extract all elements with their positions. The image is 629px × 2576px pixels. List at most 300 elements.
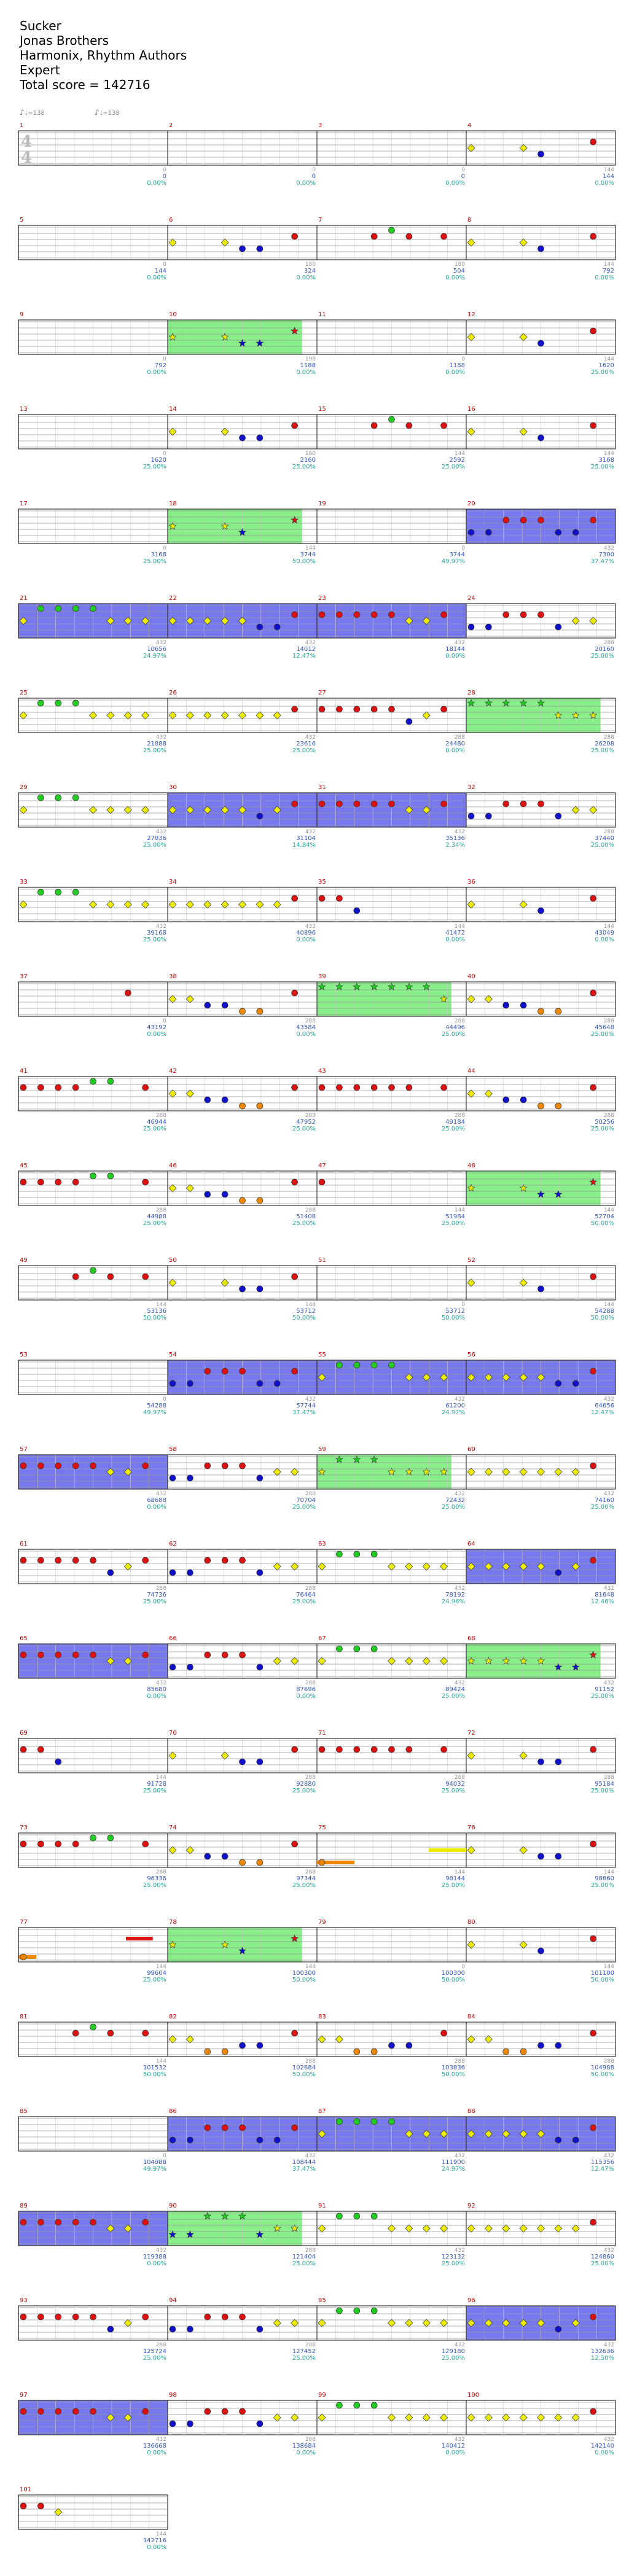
cymbal-note [467, 428, 475, 435]
measure-number: 47 [318, 1162, 326, 1169]
note-gem [336, 612, 342, 618]
measure [466, 2392, 615, 2456]
overdrive-percent: 25.00% [292, 1504, 316, 1511]
measure [466, 784, 615, 849]
cymbal-note [169, 428, 176, 435]
note-gem [292, 1274, 298, 1280]
overdrive-percent: 25.00% [292, 1220, 316, 1227]
measure-number: 84 [467, 2014, 475, 2020]
note-gem [205, 1002, 211, 1008]
measure [317, 122, 466, 187]
note-gem [590, 2125, 596, 2131]
note-gem [354, 2119, 360, 2125]
cumulative-score: 125724 [143, 2348, 166, 2355]
note-gem [170, 2326, 176, 2332]
measure-number: 98 [169, 2392, 177, 2399]
cumulative-score: 64656 [595, 1403, 614, 1409]
measure-points: 432 [603, 1586, 614, 1592]
measure-number: 7 [318, 217, 322, 224]
note-gem [555, 2137, 561, 2143]
note-gem [520, 612, 526, 618]
staff-row [18, 1919, 615, 1983]
note-gem [389, 1746, 395, 1753]
cymbal-note [90, 712, 97, 719]
measure [18, 1824, 168, 1889]
measure [18, 2203, 168, 2267]
staff-row [18, 1446, 615, 1511]
measure-number: 42 [169, 1068, 177, 1075]
overdrive-percent: 49.97% [441, 558, 465, 565]
cumulative-score: 76464 [296, 1592, 316, 1598]
staff-row [18, 973, 615, 1038]
note-gem [257, 1475, 263, 1481]
note-gem [538, 1103, 544, 1109]
measure-points: 432 [155, 924, 166, 930]
measure-points: 144 [603, 262, 614, 268]
overdrive-percent: 25.00% [590, 1126, 614, 1132]
note-gem [371, 2119, 377, 2125]
cymbal-note [405, 2225, 413, 2232]
cumulative-score: 53712 [296, 1308, 316, 1315]
measure [317, 784, 466, 849]
note-gem [257, 1664, 263, 1670]
overdrive-percent: 25.00% [590, 1882, 614, 1889]
cymbal-note [388, 2414, 396, 2421]
note-gem [20, 1954, 26, 1960]
note-gem [354, 801, 360, 807]
cymbal-note [467, 2414, 475, 2421]
note-gem [371, 706, 377, 712]
measure-points: 432 [155, 829, 166, 835]
cymbal-note [186, 2036, 193, 2043]
note-gem [520, 801, 526, 807]
note-gem [441, 801, 447, 807]
note-gem [319, 895, 325, 901]
overdrive-percent: 25.00% [143, 2355, 166, 2362]
note-gem [354, 1551, 360, 1557]
note-gem [55, 1557, 61, 1563]
cumulative-score: 44496 [445, 1024, 465, 1031]
note-gem [336, 2308, 342, 2314]
note-gem [55, 889, 61, 895]
cymbal-note [485, 2036, 492, 2043]
cymbal-note [221, 1279, 229, 1286]
cymbal-note [90, 901, 97, 908]
song-title: Sucker [20, 18, 61, 33]
cumulative-score: 39168 [147, 930, 166, 936]
star-power-section [168, 1928, 302, 1962]
measure [466, 2203, 615, 2267]
note-gem [107, 2326, 114, 2332]
overdrive-percent: 0.00% [296, 180, 316, 187]
cumulative-score: 78192 [445, 1592, 465, 1598]
measure [317, 406, 466, 470]
measure-number: 2 [169, 122, 173, 129]
note-gem [222, 1002, 228, 1008]
measure-points: 144 [603, 1207, 614, 1213]
cymbal-note [291, 2414, 299, 2421]
measure-number: 76 [467, 1824, 475, 1831]
note-gem [538, 2042, 544, 2049]
measure-points: 432 [454, 2437, 465, 2443]
measure-points: 144 [454, 1869, 465, 1875]
measure-points: 432 [454, 2153, 465, 2159]
note-gem [555, 1008, 561, 1014]
measure-number: 22 [169, 595, 177, 602]
measure-points: 198 [305, 356, 316, 362]
measure-number: 5 [20, 217, 24, 224]
note-gem [240, 2042, 246, 2049]
note-gem [354, 1646, 360, 1652]
measure-number: 74 [169, 1824, 177, 1831]
note-gem [485, 624, 491, 630]
overdrive-percent: 25.00% [441, 1126, 465, 1132]
note-gem [371, 1362, 377, 1368]
note-gem [205, 2049, 211, 2055]
note-gem [538, 1008, 544, 1014]
note-gem [503, 517, 509, 523]
note-gem [240, 2408, 246, 2415]
note-gem [37, 1557, 44, 1563]
note-gem [292, 1084, 298, 1091]
cumulative-score: 98144 [445, 1875, 465, 1882]
cymbal-note [405, 1563, 413, 1570]
staff-row [18, 1162, 615, 1227]
note-gem [107, 1274, 114, 1280]
measure-points: 432 [603, 2342, 614, 2348]
note-gem [485, 529, 491, 535]
staff-row [18, 311, 615, 376]
measure-points: 0 [163, 262, 166, 268]
measure [18, 2297, 168, 2362]
cymbal-note [318, 2319, 326, 2327]
measure [168, 595, 317, 660]
measure [466, 879, 615, 943]
cumulative-score: 27936 [147, 835, 166, 842]
note-gem [590, 1936, 596, 1942]
note-gem [354, 2308, 360, 2314]
note-gem [55, 605, 61, 612]
note-gem [55, 1759, 61, 1765]
note-gem [292, 706, 298, 712]
cymbal-note [467, 2225, 475, 2232]
measure [168, 1541, 317, 1605]
note-gem [72, 2219, 79, 2225]
measure-points: 0 [461, 356, 465, 362]
cumulative-score: 129180 [441, 2348, 465, 2355]
star-power-section [168, 320, 302, 354]
cymbal-note [467, 239, 475, 246]
cymbal-note [520, 144, 527, 152]
note-gem [240, 2314, 246, 2320]
measure [466, 2297, 615, 2362]
time-signature-top: 4 [21, 133, 33, 151]
note-gem [406, 233, 412, 239]
measure [466, 690, 615, 754]
measure [168, 311, 317, 376]
measure-number: 49 [20, 1257, 28, 1264]
measure-number: 62 [169, 1541, 177, 1547]
overdrive-percent: 37.47% [292, 2166, 316, 2173]
note-gem [590, 1084, 596, 1091]
note-gem [292, 233, 298, 239]
measure-number: 55 [318, 1352, 326, 1358]
overdrive-percent: 0.00% [445, 653, 465, 660]
staff-row [18, 406, 615, 470]
tempo-marker: ♪♩=138 [20, 108, 45, 117]
cumulative-score: 97344 [296, 1875, 316, 1882]
note-gem [274, 1380, 280, 1387]
measure [18, 2392, 168, 2456]
cymbal-note [318, 1657, 326, 1665]
cymbal-note [388, 1563, 396, 1570]
cumulative-score: 24480 [445, 741, 465, 747]
measure [317, 1541, 466, 1605]
note-gem [37, 2408, 44, 2415]
note-gem [72, 700, 79, 706]
note-gem [55, 1841, 61, 1847]
note-gem [257, 1197, 263, 1204]
cymbal-note [405, 2414, 413, 2421]
cymbal-note [485, 2225, 492, 2232]
note-gem [257, 246, 263, 252]
time-signature-bottom: 4 [21, 149, 33, 167]
note-gem [143, 1179, 149, 1185]
measure-points: 288 [305, 1869, 316, 1875]
measure-points: 288 [305, 2247, 316, 2254]
staff-row [18, 595, 615, 660]
note-gem [257, 813, 263, 819]
cumulative-score: 26208 [595, 741, 614, 747]
cumulative-score: 49184 [445, 1119, 465, 1126]
measure [168, 879, 317, 943]
measure [317, 2392, 466, 2456]
cymbal-note [520, 1941, 527, 1948]
cumulative-score: 7300 [598, 551, 614, 558]
note-gem [468, 813, 474, 819]
measure [18, 784, 168, 849]
note-gem [441, 612, 447, 618]
measure-points: 144 [454, 451, 465, 457]
measure [18, 2014, 168, 2078]
note-gem [90, 1463, 96, 1469]
overdrive-percent: 25.00% [143, 1220, 166, 1227]
note-gem [20, 1557, 26, 1563]
cumulative-score: 2160 [300, 457, 316, 464]
note-gem [257, 1859, 263, 1866]
note-gem [389, 227, 395, 233]
cymbal-note [520, 1468, 527, 1476]
overdrive-percent: 25.00% [292, 2355, 316, 2362]
measure-points: 288 [603, 640, 614, 646]
cymbal-note [186, 1090, 193, 1097]
cumulative-score: 92880 [296, 1781, 316, 1788]
tempo-marker: ♪♩=138 [95, 108, 120, 117]
measure-number: 73 [20, 1824, 28, 1831]
overdrive-percent: 0.00% [147, 1031, 166, 1038]
cymbal-note [590, 617, 597, 625]
measure [18, 879, 168, 943]
note-gem [240, 246, 246, 252]
cymbal-note [388, 2225, 396, 2232]
note-gem [336, 1646, 342, 1652]
measure-number: 50 [169, 1257, 177, 1264]
cumulative-score: 57744 [296, 1403, 316, 1409]
cumulative-score: 792 [154, 362, 166, 369]
note-gem [240, 1759, 246, 1765]
measure-points: 0 [163, 2153, 166, 2159]
measure-points: 288 [603, 2058, 614, 2064]
note-gem [590, 233, 596, 239]
sustain-bar [126, 1937, 153, 1940]
cumulative-score: 18144 [445, 646, 465, 653]
cymbal-note [186, 1846, 193, 1854]
cymbal-note [440, 2225, 448, 2232]
cumulative-score: 127452 [292, 2348, 316, 2355]
measure-points: 288 [454, 1775, 465, 1781]
measure-points: 144 [603, 356, 614, 362]
measure-points: 288 [454, 1018, 465, 1024]
measure [466, 2014, 615, 2078]
overdrive-percent: 25.00% [292, 2260, 316, 2267]
measure-points: 0 [461, 167, 465, 173]
cymbal-note [291, 1468, 299, 1476]
measure-points: 288 [305, 2342, 316, 2348]
cymbal-note [186, 1185, 193, 1192]
cymbal-note [142, 806, 149, 814]
note-gem [187, 2326, 193, 2332]
note-gem [292, 2125, 298, 2131]
cumulative-score: 3168 [150, 551, 166, 558]
note-gem [572, 2137, 579, 2143]
overdrive-percent: 0.00% [296, 1693, 316, 1700]
note-gem [590, 1746, 596, 1753]
cumulative-score: 70704 [296, 1497, 316, 1504]
measure-number: 71 [318, 1730, 326, 1737]
measure [317, 2108, 466, 2173]
cumulative-score: 91152 [595, 1686, 614, 1693]
note-gem [503, 1097, 509, 1103]
measure [18, 1919, 168, 1983]
staff-row [18, 1257, 615, 1321]
measure-number: 80 [467, 1919, 475, 1926]
cymbal-note [142, 712, 149, 719]
cymbal-note [405, 2319, 413, 2327]
staff-row [18, 2486, 168, 2551]
overdrive-percent: 50.00% [441, 1315, 465, 1321]
measure-points: 144 [454, 924, 465, 930]
measure-number: 72 [467, 1730, 475, 1737]
note-gem [72, 605, 79, 612]
note-gem [406, 2042, 412, 2049]
cymbal-note [520, 1279, 527, 1286]
staff-row [18, 2014, 615, 2078]
cumulative-score: 102684 [292, 2064, 316, 2071]
note-gem [20, 1084, 26, 1091]
cymbal-note [467, 1752, 475, 1759]
note-gem [170, 1475, 176, 1481]
note-gem [555, 1103, 561, 1109]
measure [466, 1730, 615, 1794]
cumulative-score: 142716 [143, 2537, 166, 2544]
measure-number: 19 [318, 500, 326, 507]
note-gem [538, 151, 544, 157]
note-gem [389, 706, 395, 712]
cumulative-score: 89424 [445, 1686, 465, 1693]
measure [18, 1446, 168, 1511]
overdrive-percent: 25.00% [143, 936, 166, 943]
note-gem [90, 1652, 96, 1658]
overdrive-percent: 25.00% [590, 1031, 614, 1038]
measure-number: 85 [20, 2108, 28, 2115]
cymbal-note [20, 712, 27, 719]
note-gem [222, 1368, 228, 1374]
measure [466, 217, 615, 281]
measure-points: 432 [454, 1491, 465, 1497]
overdrive-percent: 50.00% [590, 1977, 614, 1983]
measure-points: 144 [603, 1302, 614, 1308]
note-gem [389, 1084, 395, 1091]
overdrive-percent: 0.00% [296, 369, 316, 376]
note-gem [37, 2219, 44, 2225]
note-gem [37, 1084, 44, 1091]
measure-points: 144 [155, 2058, 166, 2064]
cymbal-note [555, 2414, 562, 2421]
measure [317, 690, 466, 754]
cymbal-note [90, 806, 97, 814]
cymbal-note [485, 2414, 492, 2421]
note-gem [20, 1463, 26, 1469]
cumulative-score: 1188 [300, 362, 316, 369]
overdrive-percent: 25.00% [292, 1882, 316, 1889]
note-gem [336, 1084, 342, 1091]
note-gem [20, 1179, 26, 1185]
measure [18, 690, 168, 754]
note-gem [590, 990, 596, 996]
cymbal-note [467, 333, 475, 341]
measure [168, 2297, 317, 2362]
note-gem [292, 612, 298, 618]
overdrive-percent: 25.00% [441, 1220, 465, 1227]
note-gem [222, 2408, 228, 2415]
song-charter: Harmonix, Rhythm Authors [20, 48, 187, 63]
measure-number: 88 [467, 2108, 475, 2115]
cumulative-score: 100300 [292, 1970, 316, 1977]
measure [18, 1068, 168, 1132]
note-gem [143, 1274, 149, 1280]
note-gem [125, 990, 131, 996]
cymbal-note [291, 1657, 299, 1665]
note-gem [336, 1746, 342, 1753]
measure [168, 500, 317, 565]
cumulative-score: 43584 [296, 1024, 316, 1031]
measure-number: 60 [467, 1446, 475, 1453]
note-gem [274, 624, 280, 630]
staff-row [18, 2203, 615, 2267]
cymbal-note [485, 1468, 492, 1476]
note-gem [205, 1463, 211, 1469]
measure-points: 288 [305, 1113, 316, 1119]
measure [168, 784, 317, 849]
measure-points: 432 [603, 2247, 614, 2254]
note-gem [205, 1557, 211, 1563]
star-power-section [317, 982, 451, 1016]
note-gem [538, 1853, 544, 1859]
staff-row [18, 2392, 615, 2456]
overdrive-percent: 0.00% [296, 1031, 316, 1038]
overdrive-percent: 25.00% [292, 464, 316, 470]
measure-points: 288 [305, 1491, 316, 1497]
